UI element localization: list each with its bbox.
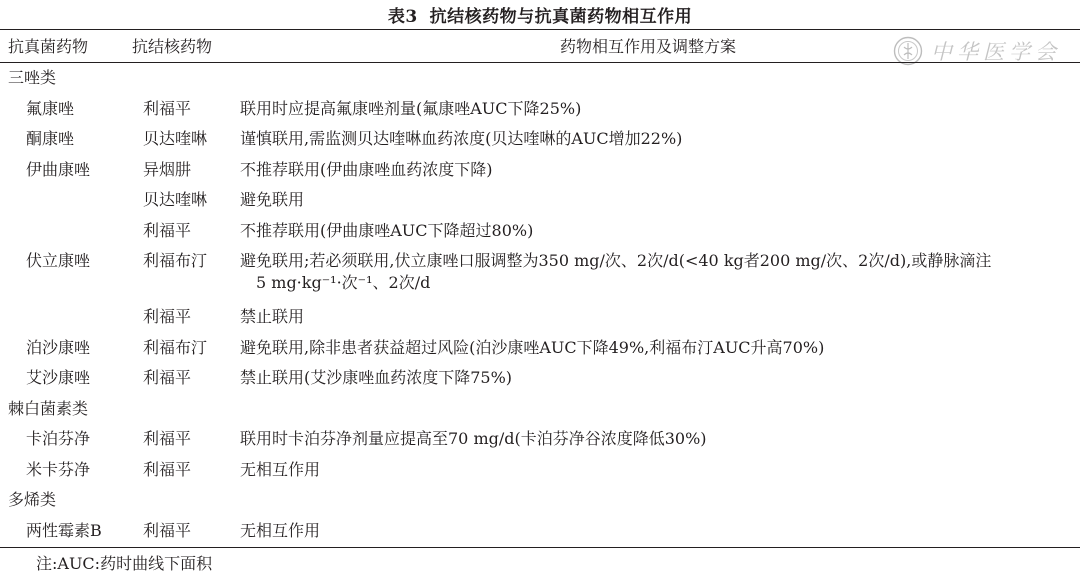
- plan-cell: [240, 306, 1078, 328]
- table-note: 注:AUC:药时曲线下面积: [36, 554, 213, 573]
- plan-cell: [240, 428, 1078, 450]
- plan-cell: [240, 159, 1078, 181]
- table-number: 表3: [387, 7, 418, 27]
- category-label: 棘白菌素类: [8, 399, 89, 418]
- plan-cell: [240, 367, 1078, 389]
- header-plan: 药物相互作用及调整方案: [560, 37, 737, 56]
- antitb-cell: 利福平: [143, 460, 192, 479]
- antitb-cell: 贝达喹啉: [143, 129, 208, 148]
- antifungal-cell: 泊沙康唑: [26, 338, 91, 357]
- antifungal-cell: 艾沙康唑: [26, 368, 91, 387]
- plan-text: 无相互作用: [240, 460, 321, 479]
- antitb-cell: 利福平: [143, 429, 192, 448]
- antitb-cell: 利福平: [143, 368, 192, 387]
- plan-cell: [240, 220, 1078, 242]
- top-rule: [0, 29, 1080, 30]
- plan-text: 不推荐联用(伊曲康唑AUC下降超过80%): [240, 221, 534, 240]
- antifungal-cell: 卡泊芬净: [26, 429, 91, 448]
- header-antitb: 抗结核药物: [132, 37, 213, 56]
- antitb-cell: 利福平: [143, 307, 192, 326]
- plan-text: 禁止联用(艾沙康唑血药浓度下降75%): [240, 368, 513, 387]
- plan-text: 避免联用;若必须联用,伏立康唑口服调整为350 mg/次、2次/d(<40 kg者200 mg/次、2次/d),或静脉滴注: [240, 251, 992, 270]
- bottom-rule: [0, 547, 1080, 548]
- antifungal-cell: 伏立康唑: [26, 251, 91, 270]
- antifungal-cell: 米卡芬净: [26, 460, 91, 479]
- watermark: [893, 33, 1073, 69]
- plan-cell: [240, 98, 1078, 120]
- plan-text: 禁止联用: [240, 307, 305, 326]
- plan-cell: [240, 250, 1078, 294]
- plan-text: 谨慎联用,需监测贝达喹啉血药浓度(贝达喹啉的AUC增加22%): [240, 129, 683, 148]
- header-antifungal: 抗真菌药物: [8, 37, 89, 56]
- antitb-cell: 利福布汀: [143, 338, 208, 357]
- plan-cell: [240, 189, 1078, 211]
- antifungal-cell: 酮康唑: [26, 129, 75, 148]
- header-rule: [0, 62, 1080, 63]
- plan-text: 避免联用: [240, 190, 305, 209]
- category-label: 多烯类: [8, 490, 57, 509]
- antifungal-cell: 伊曲康唑: [26, 160, 91, 179]
- plan-cell: [240, 520, 1078, 542]
- antifungal-cell: 氟康唑: [26, 99, 75, 118]
- plan-text: 联用时卡泊芬净剂量应提高至70 mg/d(卡泊芬净谷浓度降低30%): [240, 429, 707, 448]
- plan-cell: [240, 337, 1078, 359]
- plan-cell: [240, 128, 1078, 150]
- antitb-cell: 异烟肼: [143, 160, 192, 179]
- antitb-cell: 利福平: [143, 99, 192, 118]
- table-caption: 抗结核药物与抗真菌药物相互作用: [429, 7, 693, 27]
- table-title: [0, 2, 1080, 27]
- plan-cell: [240, 459, 1078, 481]
- antitb-cell: 利福平: [143, 221, 192, 240]
- watermark-text: 中华医学会: [931, 40, 1061, 64]
- plan-text-continued: 5 mg·kg⁻¹·次⁻¹、2次/d: [256, 273, 431, 292]
- antifungal-cell: 两性霉素B: [26, 521, 102, 540]
- antitb-cell: 利福平: [143, 521, 192, 540]
- plan-text: 避免联用,除非患者获益超过风险(泊沙康唑AUC下降49%,利福布汀AUC升高70%): [240, 338, 825, 357]
- plan-text: 不推荐联用(伊曲康唑血药浓度下降): [240, 160, 493, 179]
- antitb-cell: 贝达喹啉: [143, 190, 208, 209]
- plan-text: 联用时应提高氟康唑剂量(氟康唑AUC下降25%): [240, 99, 582, 118]
- antitb-cell: 利福布汀: [143, 251, 208, 270]
- plan-text: 无相互作用: [240, 521, 321, 540]
- category-label: 三唑类: [8, 68, 57, 87]
